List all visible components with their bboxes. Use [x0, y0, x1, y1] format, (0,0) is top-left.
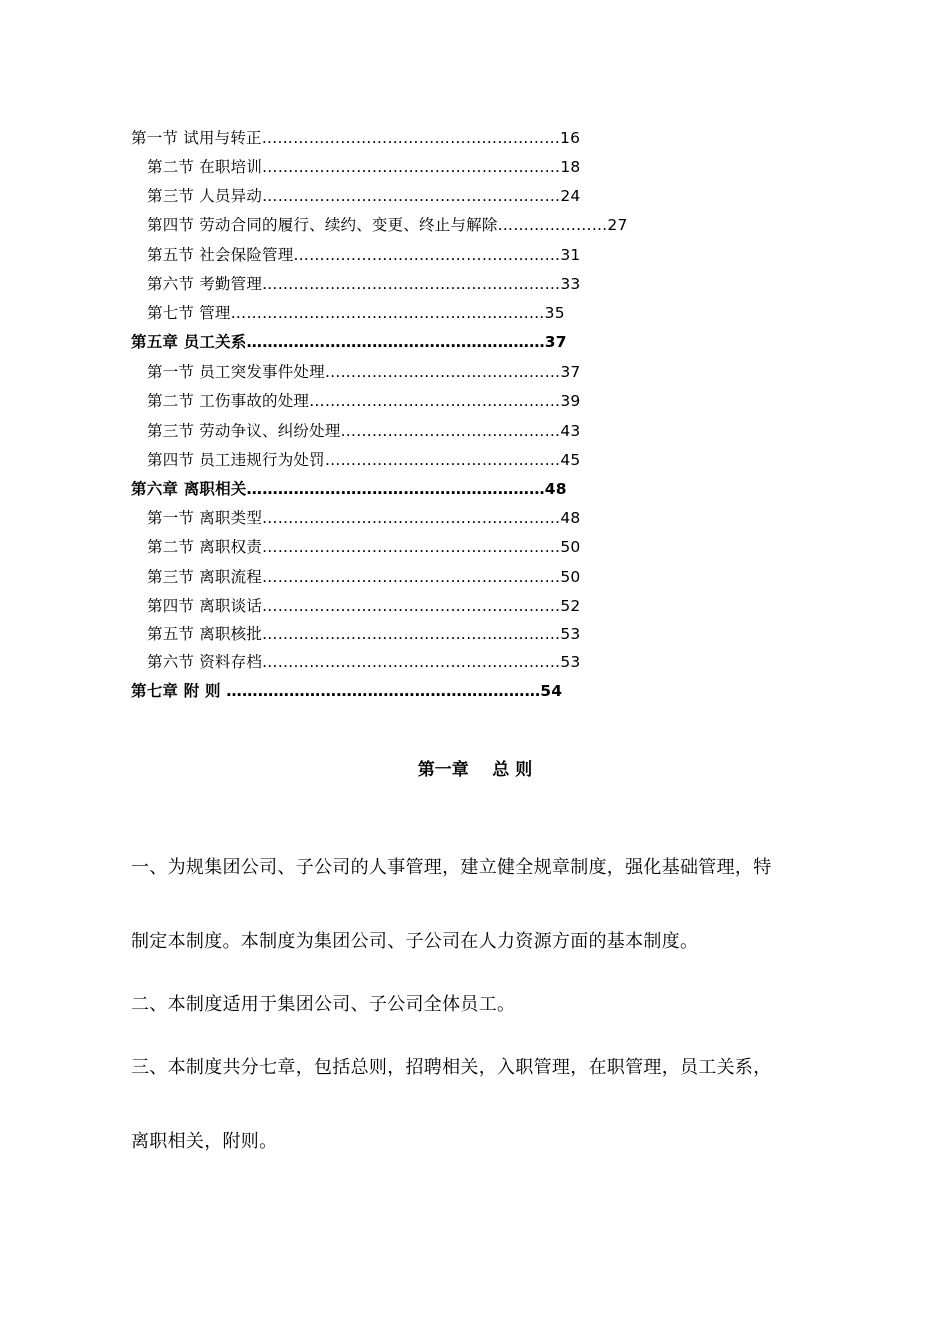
paragraph-line: 三、本制度共分七章，包括总则，招聘相关，入职管理，在职管理，员工关系，	[131, 1057, 772, 1078]
paragraph-line: 一、为规集团公司、子公司的人事管理，建立健全规章制度，强化基础管理，特	[131, 857, 772, 878]
chapter-title: 第一章 总 则	[417, 760, 533, 780]
toc-entry: 第四节 员工违规行为处罚………………………………………45	[147, 451, 581, 469]
toc-entry: 第一节 员工突发事件处理………………………………………37	[147, 363, 581, 381]
toc-entry: 第五节 离职核批…………………………………………………53	[147, 625, 581, 643]
toc-entry: 第三节 劳动争议、纠纷处理……………………………………43	[147, 422, 581, 440]
toc-entry: 第五节 社会保险管理……………………………………………31	[147, 246, 581, 264]
toc-entry: 第二节 工伤事故的处理…………………………………………39	[147, 392, 581, 410]
toc-entry: 第一节 试用与转正…………………………………………………16	[131, 129, 581, 147]
toc-entry: 第六节 资料存档…………………………………………………53	[147, 653, 581, 671]
paragraph-line: 制定本制度。本制度为集团公司、子公司在人力资源方面的基本制度。	[131, 931, 699, 952]
toc-entry: 第三节 离职流程…………………………………………………50	[147, 568, 581, 586]
toc-chapter-entry: 第六章 离职相关…………………………………………………48	[131, 480, 567, 498]
toc-entry: 第六节 考勤管理…………………………………………………33	[147, 275, 581, 293]
paragraph-line: 二、本制度适用于集团公司、子公司全体员工。	[131, 994, 516, 1015]
toc-entry: 第二节 离职权责…………………………………………………50	[147, 538, 581, 556]
toc-entry: 第三节 人员异动…………………………………………………24	[147, 187, 581, 205]
toc-entry: 第七节 管理……………………………………………………35	[147, 304, 565, 322]
toc-entry: 第四节 离职谈话…………………………………………………52	[147, 597, 581, 615]
toc-chapter-entry: 第五章 员工关系…………………………………………………37	[131, 333, 567, 351]
paragraph-line: 离职相关，附则。	[131, 1131, 278, 1152]
toc-entry: 第二节 在职培训…………………………………………………18	[147, 158, 581, 176]
toc-chapter-entry: 第七章 附 则 ……………………………………………………54	[131, 682, 563, 700]
toc-entry: 第一节 离职类型…………………………………………………48	[147, 509, 581, 527]
toc-entry: 第四节 劳动合同的履行、续约、变更、终止与解除…………………27	[147, 216, 628, 234]
